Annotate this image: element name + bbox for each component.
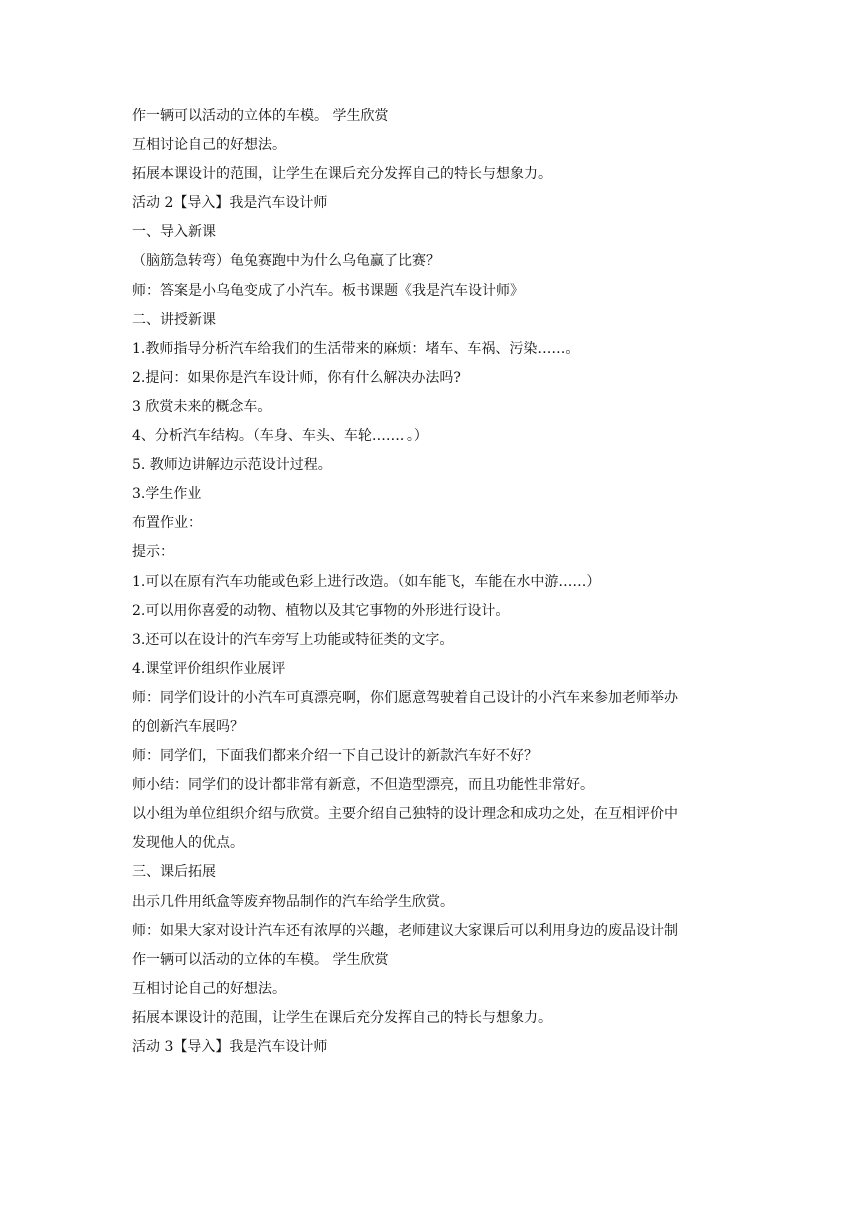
section-heading: 4.课堂评价组织作业展评	[132, 660, 286, 677]
text-line: 2.提问：如果你是汽车设计师，你有什么解决办法吗?	[132, 369, 461, 386]
text-line: 5. 教师边讲解边示范设计过程。	[132, 457, 332, 474]
text-line: 师小结：同学们的设计都非常有新意，不但造型漂亮，而且功能性非常好。	[132, 777, 594, 794]
text-line: 师：如果大家对设计汽车还有浓厚的兴趣，老师建议大家课后可以利用身边的废品设计制	[132, 922, 678, 939]
text-line: 互相讨论自己的好想法。	[132, 980, 286, 997]
text-line: 师：同学们，下面我们都来介绍一下自己设计的新款汽车好不好？	[132, 748, 538, 765]
section-heading: 三、课后拓展	[132, 864, 216, 881]
text-line: 的创新汽车展吗？	[132, 718, 244, 735]
text-line: （脑筋急转弯）龟兔赛跑中为什么乌龟赢了比赛？	[132, 253, 440, 270]
text-line: 拓展本课设计的范围，让学生在课后充分发挥自己的特长与想象力。	[132, 166, 552, 183]
section-heading: 3.学生作业	[132, 486, 202, 503]
text-line: 3 欣赏未来的概念车。	[132, 398, 272, 415]
document-body	[132, 102, 732, 1062]
text-line: 3.还可以在设计的汽车旁写上功能或特征类的文字。	[132, 631, 454, 648]
text-line: 作一辆可以活动的立体的车模。 学生欣赏	[132, 951, 389, 968]
text-line: 2.可以用你喜爱的动物、植物以及其它事物的外形进行设计。	[132, 602, 510, 619]
text-line: 拓展本课设计的范围，让学生在课后充分发挥自己的特长与想象力。	[132, 1009, 552, 1026]
section-heading: 一、导入新课	[132, 224, 216, 241]
text-line: 1.教师指导分析汽车给我们的生活带来的麻烦：堵车、车祸、污染……。	[132, 340, 580, 357]
section-heading: 活动 2【导入】我是汽车设计师	[132, 195, 328, 212]
section-heading: 二、讲授新课	[132, 311, 216, 328]
text-line: 师：答案是小乌龟变成了小汽车。板书课题《我是汽车设计师》	[132, 282, 524, 299]
section-heading: 活动 3【导入】我是汽车设计师	[132, 1039, 328, 1055]
text-line: 师：同学们设计的小汽车可真漂亮啊，你们愿意驾驶着自己设计的小汽车来参加老师举办	[132, 689, 678, 706]
text-line: 出示几件用纸盒等废弃物品制作的汽车给学生欣赏。	[132, 893, 454, 910]
text-line: 布置作业：	[132, 515, 202, 532]
text-line: 4、分析汽车结构。（车身、车头、车轮……．。）	[132, 428, 428, 445]
text-line: 以小组为单位组织介绍与欣赏。主要介绍自己独特的设计理念和成功之处，在互相评价中	[132, 806, 678, 823]
text-line: 提示：	[132, 544, 174, 561]
text-line: 发现他人的优点。	[132, 835, 244, 852]
text-line: 作一辆可以活动的立体的车模。 学生欣赏	[132, 108, 389, 124]
text-line: 1.可以在原有汽车功能或色彩上进行改造。（如车能飞，车能在水中游……）	[132, 573, 601, 590]
text-line: 互相讨论自己的好想法。	[132, 137, 286, 154]
